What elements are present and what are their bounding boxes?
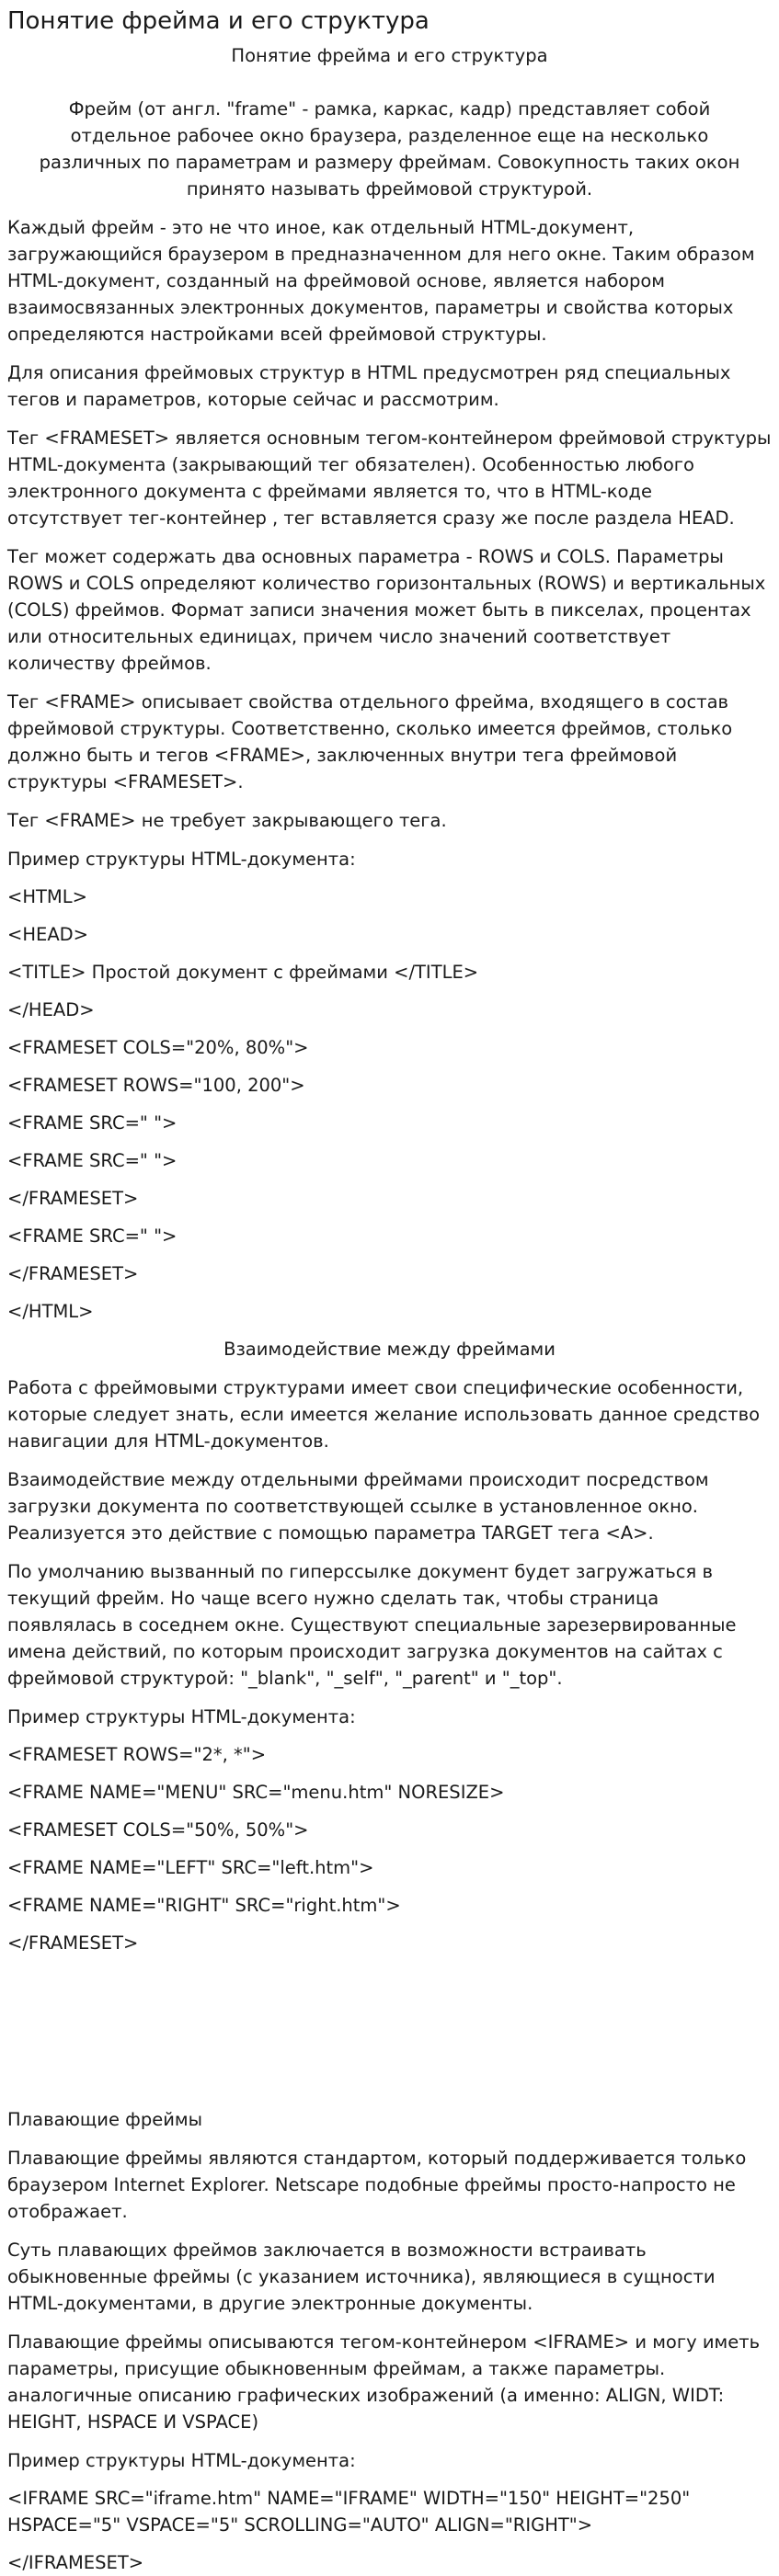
paragraph: Взаимодействие между отдельными фреймами происходит посредством загрузки документа по соответствующей ссылке в установленное окно. Реализуется это действие с помощью параметра TARGET тега <A>. xyxy=(7,1469,709,1544)
paragraph: Пример структуры HTML-документа: xyxy=(7,849,356,870)
section-heading-frame-interaction: Взаимодействие между фреймами xyxy=(223,1339,556,1360)
code-example-3 xyxy=(7,2474,772,2576)
paragraph: Плавающие фреймы являются стандартом, который поддерживается только браузером Internet Explorer. Netscape подобные фреймы просто-напросто не отображает. xyxy=(7,2148,747,2222)
code-line: <FRAMESET COLS="50%, 50%"> xyxy=(7,1819,309,1841)
paragraph: Каждый фрейм - это не что иное, как отдельный HTML-документ, загружающийся браузером в предназначенном для него окне. Таким образом HTML-документ, созданный на фреймовой основе, является набором взаимосвязанных электронных документов, параметры и свойства которых определяются настройками всей фреймовой структуры. xyxy=(7,217,755,345)
code-line: <FRAME SRC=" "> xyxy=(7,1150,178,1171)
section-heading-frame-concept: Понятие фрейма и его структура xyxy=(231,45,548,66)
paragraph: Тег <FRAME> описывает свойства отдельного фрейма, входящего в состав фреймовой структуры. Соответственно, сколько имеется фреймов, столько должно быть и тегов <FRAME>, заключенных внутри тега фреймовой структуры <FRAMESET>. xyxy=(7,691,733,792)
code-line: <FRAME SRC=" "> xyxy=(7,1112,178,1134)
paragraph: По умолчанию вызванный по гиперссылке документ будет загружаться в текущий фрейм. Но чаще всего нужно сделать так, чтобы страница появлялась в соседнем окне. Существуют специальные зарезервированные имена действий, по которым происходит загрузка документов на сайтах с фреймовой структурой: "_blank", "_self", "_parent" и "_top". xyxy=(7,1561,737,1689)
code-line: <FRAMESET ROWS="2*, *"> xyxy=(7,1744,267,1765)
code-line: <HTML> xyxy=(7,886,87,907)
code-line: <FRAME SRC=" "> xyxy=(7,1225,178,1247)
code-line: <FRAMESET COLS="20%, 80%"> xyxy=(7,1037,309,1058)
code-example-1 xyxy=(7,872,772,1325)
blank-spacer xyxy=(7,1956,772,2106)
section-frame-structure xyxy=(7,202,772,872)
paragraph: Работа с фреймовыми структурами имеет свои специфические особенности, которые следует знать, если имеется желание использовать данное средство навигации для HTML-документов. xyxy=(7,1377,761,1452)
paragraph: Тег может содержать два основных параметра - ROWS и COLS. Параметры ROWS и COLS определяют количество горизонтальных (ROWS) и вертикальных (COLS) фреймов. Формат записи значения может быть в пикселах, процентах или относительных единицах, причем число значений соответствует количеству фреймов. xyxy=(7,546,766,674)
code-line: </HTML> xyxy=(7,1301,94,1322)
intro-paragraph: Фрейм (от англ. "frame" - рамка, каркас, кадр) представляет собой отдельное рабочее окно браузера, разделенное еще на несколько различных по параметрам и размеру фреймам. Совокупность таких окон принято называть фреймовой структурой. xyxy=(39,98,740,199)
code-line: <FRAME NAME="RIGHT" SRC="right.htm"> xyxy=(7,1895,401,1916)
paragraph: Пример структуры HTML-документа: xyxy=(7,1706,356,1727)
code-line: <FRAME NAME="LEFT" SRC="left.htm"> xyxy=(7,1857,374,1878)
code-line: </FRAMESET> xyxy=(7,1263,139,1284)
code-line: </HEAD> xyxy=(7,999,95,1020)
code-line: </IFRAMESET> xyxy=(7,2552,144,2573)
code-line: <HEAD> xyxy=(7,924,89,945)
page-title: Понятие фрейма и его структура xyxy=(7,7,430,35)
document-page xyxy=(0,6,779,2573)
code-line: </FRAMESET> xyxy=(7,1932,139,1954)
code-line: <IFRAME SRC="iframe.htm" NAME="IFRAME" WIDTH="150" HEIGHT="250" HSPACE="5" VSPACE="5" SCROLLING="AUTO" ALIGN="RIGHT"> xyxy=(7,2488,691,2536)
section-frame-interaction xyxy=(7,1362,772,1730)
code-line: </FRAMESET> xyxy=(7,1188,139,1209)
paragraph: Пример структуры HTML-документа: xyxy=(7,2450,356,2471)
code-example-2 xyxy=(7,1730,772,1956)
section-heading-floating-frames: Плавающие фреймы xyxy=(7,2109,202,2130)
section-floating-frames xyxy=(7,2133,772,2474)
paragraph: Суть плавающих фреймов заключается в возможности встраивать обыкновенные фреймы (с указанием источника), являющиеся в сущности HTML-документами, в другие электронные документы. xyxy=(7,2240,716,2314)
paragraph: Для описания фреймовых структур в HTML предусмотрен ряд специальных тегов и параметров, которые сейчас и рассмотрим. xyxy=(7,362,731,410)
code-line: <TITLE> Простой документ с фреймами </TITLE> xyxy=(7,962,479,983)
paragraph: Тег <FRAME> не требует закрывающего тега. xyxy=(7,810,447,831)
paragraph: Тег <FRAMESET> является основным тегом-контейнером фреймовой структуры HTML-документа (закрывающий тег обязателен). Особенностью любого электронного документа с фреймами является то, что в HTML-коде отсутствует тег-контейнер , тег вставляется сразу же после раздела HEAD. xyxy=(7,427,772,529)
code-line: <FRAME NAME="MENU" SRC="menu.htm" NORESIZE> xyxy=(7,1782,505,1803)
code-line: <FRAMESET ROWS="100, 200"> xyxy=(7,1075,305,1096)
paragraph: Плавающие фреймы описываются тегом-контейнером <IFRAME> и могу иметь параметры, присущие обыкновенным фреймам, а также параметры. аналогичные описанию графических изображений (а именно: ALIGN, WIDT: HEIGHT, HSPACE И VSPACE) xyxy=(7,2331,761,2433)
